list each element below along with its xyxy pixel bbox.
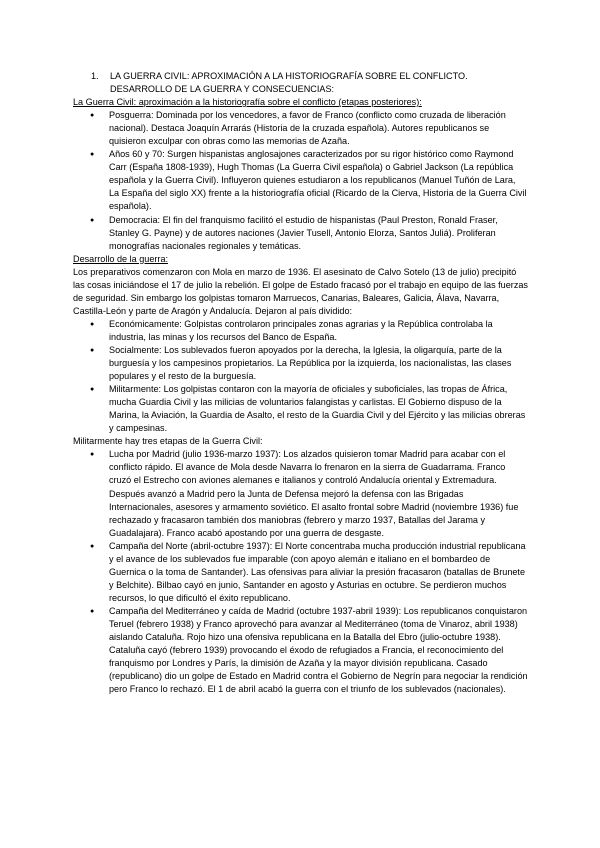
heading-list (73, 70, 528, 96)
list-item-lucha-madrid: ● Lucha por Madrid (julio 1936-marzo 1937): Los alzados quisieron tomar Madrid para acabar con el conflicto rápido. El avance de Mola desde Navarra lo frenaron en la sierra de Guadarrama. Franco cruzó el Estrecho con aviones alemanes e italianos y controló Andalucía oriental y Extremadura. Después avanzó a Madrid pero la Junta de Defensa mejoró la defensa con las Brigadas Internacionales, asesores y armamento soviético. El asalto frontal sobre Madrid (noviembre 1936) fue rechazado y fracasaron también dos maniobras (febrero y marzo 1937, Batallas del Jarama y Guadalajara). Franco acabó apostando por una guerra de desgaste. (73, 448, 528, 539)
etapas-intro-paragraph: Militarmente hay tres etapas de la Guerra Civil: (73, 436, 263, 447)
division-list (73, 318, 528, 435)
list-item-anos-60-70: ● Años 60 y 70: Surgen hispanistas anglosajones caracterizados por su rigor histórico como Raymond Carr (España 1808-1939), Hugh Thomas (La Guerra Civil española) o Gabriel Jackson (La república española y la Guerra Civil). Influyeron quienes estudiaron a los republicanos (Manuel Tuñón de Lara, La España del siglo XX) frente a la historiografía oficial (Ricardo de la Cierva, Historia de la Guerra Civil española). (73, 148, 528, 213)
heading-line-2: DESARROLLO DE LA GUERRA Y CONSECUENCIAS: (110, 84, 335, 95)
heading-line-1: LA GUERRA CIVIL: APROXIMACIÓN A LA HISTORIOGRAFÍA SOBRE EL CONFLICTO. (110, 71, 468, 81)
document-page (73, 70, 528, 696)
list-item-posguerra: ● Posguerra: Dominada por los vencedores, a favor de Franco (conflicto como cruzada de liberación nacional). Destaca Joaquín Arrarás (Historia de la cruzada española). Autores republicanos se quisieron exculpar con obras como las memorias de Azaña. (73, 109, 528, 148)
list-item-campana-mediterraneo: ● Campaña del Mediterráneo y caída de Madrid (octubre 1937-abril 1939): Los republicanos conquistaron Teruel (febrero 1938) y Franco aprovechó para avanzar al Mediterráneo (toma de Vinaroz, abril 1938) aislando Cataluña. Rojo hizo una ofensiva republicana en la Batalla del Ebro (julio-octubre 1938). Cataluña cayó (febrero 1939) provocando el éxodo de refugiados a Francia, el reconocimiento del franquismo por Londres y París, la dimisión de Azaña y la mayor división republicana. Casado (republicano) dio un golpe de Estado en Madrid contra el Gobierno de Negrín para negociar la rendición pero Franco lo rechazó. El 1 de abril acabó la guerra con el triunfo de los sublevados (nacionales). (73, 605, 528, 696)
main-heading (73, 70, 528, 96)
list-item-militarmente: ● Militarmente: Los golpistas contaron con la mayoría de oficiales y suboficiales, las tropas de África, mucha Guardia Civil y las milicias de voluntarios falangistas y carlistas. El Gobierno dispuso de la Marina, la Aviación, la Guardia de Asalto, el resto de la Guardia Civil y del Ejército y las milicias obreras y campesinas. (73, 383, 528, 435)
list-item-democracia: ● Democracia: El fin del franquismo facilitó el estudio de hispanistas (Paul Preston, Ronald Fraser, Stanley G. Payne) y de autores naciones (Javier Tusell, Antonio Elorza, Santos Juliá). Proliferan monografías nacionales regionales y temáticas. (73, 214, 528, 253)
section-historiography-title: La Guerra Civil: aproximación a la historiografía sobre el conflicto (etapas posteriores): (73, 97, 422, 108)
list-item-campana-norte: ● Campaña del Norte (abril-octubre 1937): El Norte concentraba mucha producción industrial republicana y el avance de los sublevados fue imparable (con apoyo alemán e italiano en el bombardeo de Guernica o la toma de Santander). Las ofensivas para aliviar la presión fracasaron (batallas de Brunete y Belchite). Bilbao cayó en junio, Santander en agosto y Asturias en octubre. Se perdieron muchos recursos, lo que dificultó el éxito republicano. (73, 540, 528, 605)
desarrollo-intro-paragraph: Los preparativos comenzaron con Mola en marzo de 1936. El asesinato de Calvo Sotelo (13 de julio) precipitó las cosas iniciándose el 17 de julio la rebelión. El golpe de Estado fracasó por el trabajo en equipo de las fuerzas de seguridad. Sin embargo los golpistas tomaron Marruecos, Canarias, Baleares, Galicia, Álava, Navarra, Castilla-León y parte de Aragón y Andalucía. Dejaron al país dividido: (73, 266, 528, 316)
etapas-list (73, 448, 528, 696)
historiography-list (73, 109, 528, 253)
list-item-socialmente: ● Socialmente: Los sublevados fueron apoyados por la derecha, la Iglesia, la oligarquía, parte de la burguesía y los campesinos propietarios. La República por la izquierda, los nacionalistas, las clases populares y el resto de la burguesía. (73, 344, 528, 383)
section-desarrollo-title: Desarrollo de la guerra: (73, 253, 169, 264)
list-item-economicamente: ● Económicamente: Golpistas controlaron principales zonas agrarias y la República controlaba la industria, las minas y los recursos del Banco de España. (73, 318, 528, 344)
heading-number: 1. (91, 71, 99, 81)
